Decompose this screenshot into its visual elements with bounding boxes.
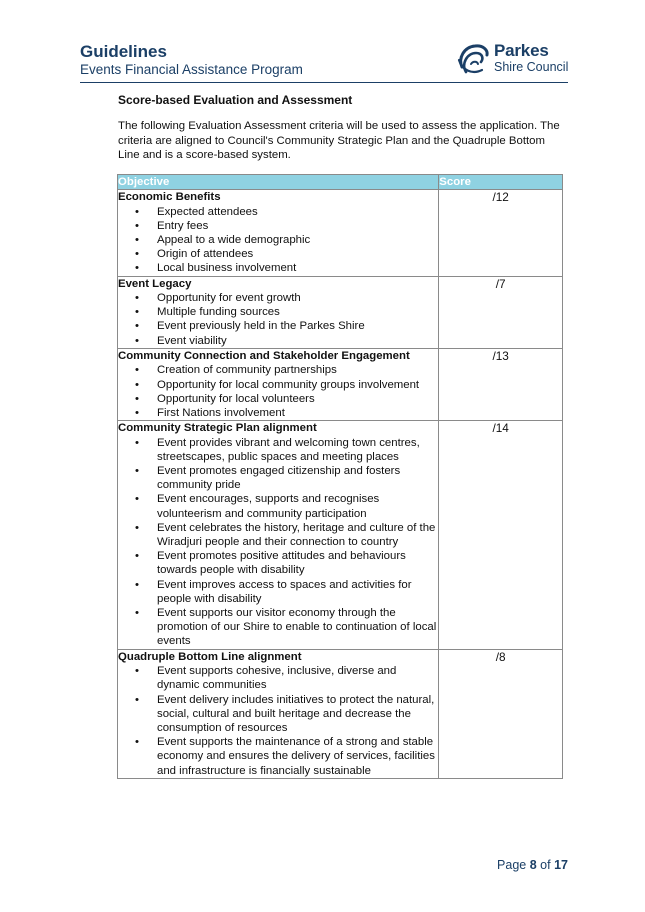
list-item: • Opportunity for local volunteers: [118, 392, 438, 406]
list-item: • Opportunity for event growth: [118, 291, 438, 305]
criteria-list: [118, 436, 438, 649]
list-item: • Event celebrates the history, heritage and culture of the Wiradjuri people and their connection to country: [118, 521, 438, 549]
criteria-group-title: Economic Benefits: [118, 191, 221, 203]
objective-cell: [118, 190, 439, 277]
table-row: [118, 649, 563, 778]
criteria-list: [118, 291, 438, 348]
score-cell: /12: [439, 190, 563, 277]
list-item: • Opportunity for local community groups involvement: [118, 378, 438, 392]
list-item: • Event provides vibrant and welcoming town centres, streetscapes, public spaces and meeting places: [118, 436, 438, 464]
page-number: [497, 858, 568, 872]
list-item: • Event improves access to spaces and activities for people with disability: [118, 578, 438, 606]
section-intro: The following Evaluation Assessment criteria will be used to assess the application. The criteria are aligned to Council's Community Strategic Plan and the Quadruple Bottom Line and is a score-based system.: [118, 120, 560, 161]
table-row: [118, 348, 563, 420]
criteria-group-title: Event Legacy: [118, 277, 192, 290]
criteria-group-title: Community Strategic Plan alignment: [118, 422, 317, 435]
page-label: Page: [497, 858, 527, 872]
list-item: • Event promotes engaged citizenship and fosters community pride: [118, 464, 438, 492]
objective-cell: [118, 421, 439, 650]
list-item: • Event viability: [118, 334, 438, 348]
current-page: 8: [529, 858, 537, 872]
document-header: [80, 42, 568, 84]
score-cell: /14: [439, 421, 563, 650]
list-item: • First Nations involvement: [118, 406, 438, 420]
document-title: Guidelines: [80, 42, 167, 61]
parkes-swirl-logo-icon: [456, 42, 492, 76]
criteria-list: [118, 205, 438, 276]
list-item: • Origin of attendees: [118, 247, 438, 261]
total-pages: 17: [554, 858, 568, 872]
list-item: • Multiple funding sources: [118, 305, 438, 319]
list-item: • Local business involvement: [118, 261, 438, 275]
score-cell: /7: [439, 276, 563, 348]
list-item: • Event supports our visitor economy through the promotion of our Shire to enable to continuation of local events: [118, 606, 438, 649]
score-column-header: Score: [439, 175, 563, 190]
criteria-list: [118, 363, 438, 420]
list-item: • Appeal to a wide demographic: [118, 233, 438, 247]
document-subtitle: Events Financial Assistance Program: [80, 62, 303, 77]
list-item: • Entry fees: [118, 219, 438, 233]
section-title: Score-based Evaluation and Assessment: [118, 93, 353, 107]
list-item: • Event encourages, supports and recognises volunteerism and community participation: [118, 492, 438, 520]
list-item: • Event supports the maintenance of a strong and stable economy and ensures the delivery of services, facilities and infrastructure is financially sustainable: [118, 735, 438, 778]
of-label: of: [540, 858, 551, 872]
header-rule: [80, 82, 568, 83]
objective-column-header: Objective: [118, 175, 439, 190]
criteria-group-title: Community Connection and Stakeholder Engagement: [118, 349, 410, 362]
list-item: • Event delivery includes initiatives to protect the natural, social, cultural and built heritage and decrease the consumption of resources: [118, 693, 438, 736]
table-header-row: [118, 175, 563, 190]
objective-cell: [118, 276, 439, 348]
criteria-group-title: Quadruple Bottom Line alignment: [118, 650, 302, 663]
objective-cell: [118, 348, 439, 420]
table-row: [118, 190, 563, 277]
list-item: • Event promotes positive attitudes and behaviours towards people with disability: [118, 549, 438, 577]
table-row: [118, 276, 563, 348]
table-row: [118, 421, 563, 650]
criteria-table: [117, 174, 563, 779]
objective-cell: [118, 649, 439, 778]
list-item: • Expected attendees: [118, 205, 438, 219]
criteria-list: [118, 664, 438, 778]
logo-name: Parkes: [494, 41, 549, 60]
score-cell: /8: [439, 649, 563, 778]
list-item: • Event supports cohesive, inclusive, diverse and dynamic communities: [118, 664, 438, 692]
list-item: • Creation of community partnerships: [118, 363, 438, 377]
council-logo: [456, 42, 568, 78]
logo-subtitle: Shire Council: [494, 60, 569, 74]
score-cell: /13: [439, 348, 563, 420]
list-item: • Event previously held in the Parkes Shire: [118, 319, 438, 333]
